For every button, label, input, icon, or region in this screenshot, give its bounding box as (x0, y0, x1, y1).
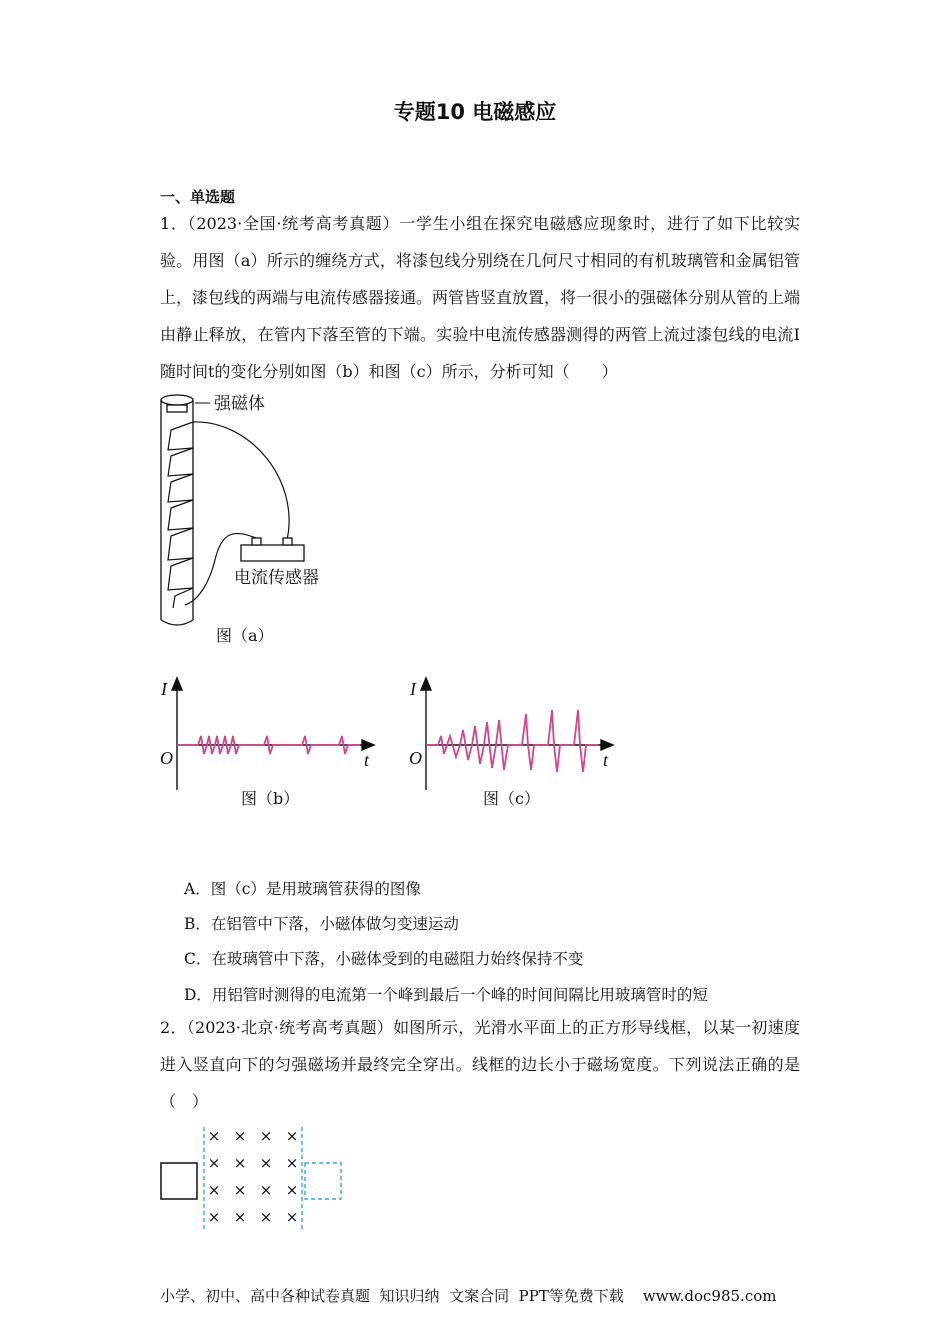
field-x-mark: × (207, 1154, 221, 1172)
footer (160, 1285, 776, 1306)
figure-b-y-label: I (161, 679, 167, 699)
figure-b-caption: 图（b） (241, 789, 300, 808)
magnetic-field-marks (208, 1127, 299, 1226)
figure-a-caption: 图（a） (216, 626, 274, 645)
field-x-mark: × (259, 1154, 273, 1172)
wire-frame (161, 1163, 197, 1199)
wire-frame-exit-position (305, 1163, 341, 1199)
field-x-mark: × (233, 1181, 247, 1199)
sensor-label: 电流传感器 (234, 568, 319, 588)
section-heading: 一、单选题 (160, 188, 236, 206)
question-1-text: 1．（2023·全国·统考高考真题）一学生小组在探究电磁感应现象时，进行了如下比较实验。用图（a）所示的缠绕方式，将漆包线分别绕在几何尺寸相同的有机玻璃管和金属铝管上，漆包线的两端与电流传感器接通。两管皆竖直放置，将一很小的强磁体分别从管的上端由静止释放，在管内下落至管的下端。实验中电流传感器测得的两管上流过漆包线的电流I随时间t的变化分别如图（b）和图（c）所示，分析可知（ ） (160, 214, 801, 381)
field-x-mark: × (285, 1127, 299, 1145)
figure-c-y-label: I (410, 679, 416, 699)
figure-b-origin: O (160, 748, 173, 768)
footer-left-text: 小学、初中、高中各种试卷真题 知识归纳 文案合同 PPT等免费下载 (160, 1287, 624, 1305)
field-x-mark: × (207, 1181, 221, 1199)
field-x-mark: × (285, 1181, 299, 1199)
field-x-mark: × (233, 1154, 247, 1172)
option-a: A．图（c）是用玻璃管获得的图像 (184, 880, 421, 898)
field-x-mark: × (207, 1127, 221, 1145)
figure-c-caption: 图（c） (483, 789, 540, 808)
field-x-mark: × (259, 1127, 273, 1145)
field-x-mark: × (233, 1208, 247, 1226)
field-x-mark: × (259, 1208, 273, 1226)
question-2-text: 2．（2023·北京·统考高考真题）如图所示，光滑水平面上的正方形导线框，以某一初速度进入竖直向下的匀强磁场并最终完全穿出。线框的边长小于磁场宽度。下列说法正确的是（ ） (160, 1018, 800, 1111)
option-b: B．在铝管中下落，小磁体做匀变速运动 (184, 915, 459, 933)
field-x-mark: × (285, 1208, 299, 1226)
field-x-mark: × (259, 1181, 273, 1199)
field-x-mark: × (233, 1127, 247, 1145)
option-d: D．用铝管时测得的电流第一个峰到最后一个峰的时间间隔比用玻璃管时的短 (184, 986, 708, 1004)
footer-website[interactable]: www.doc985.com (642, 1287, 777, 1305)
figure-b-x-label: t (364, 750, 370, 770)
field-x-mark: × (207, 1208, 221, 1226)
magnet-label: 强磁体 (214, 394, 265, 414)
field-x-mark: × (285, 1154, 299, 1172)
page-title: 专题10 电磁感应 (393, 100, 557, 124)
figure-c-x-label: t (603, 750, 609, 770)
figure-c-origin: O (409, 748, 422, 768)
option-c: C．在玻璃管中下落，小磁体受到的电磁阻力始终保持不变 (184, 950, 584, 968)
